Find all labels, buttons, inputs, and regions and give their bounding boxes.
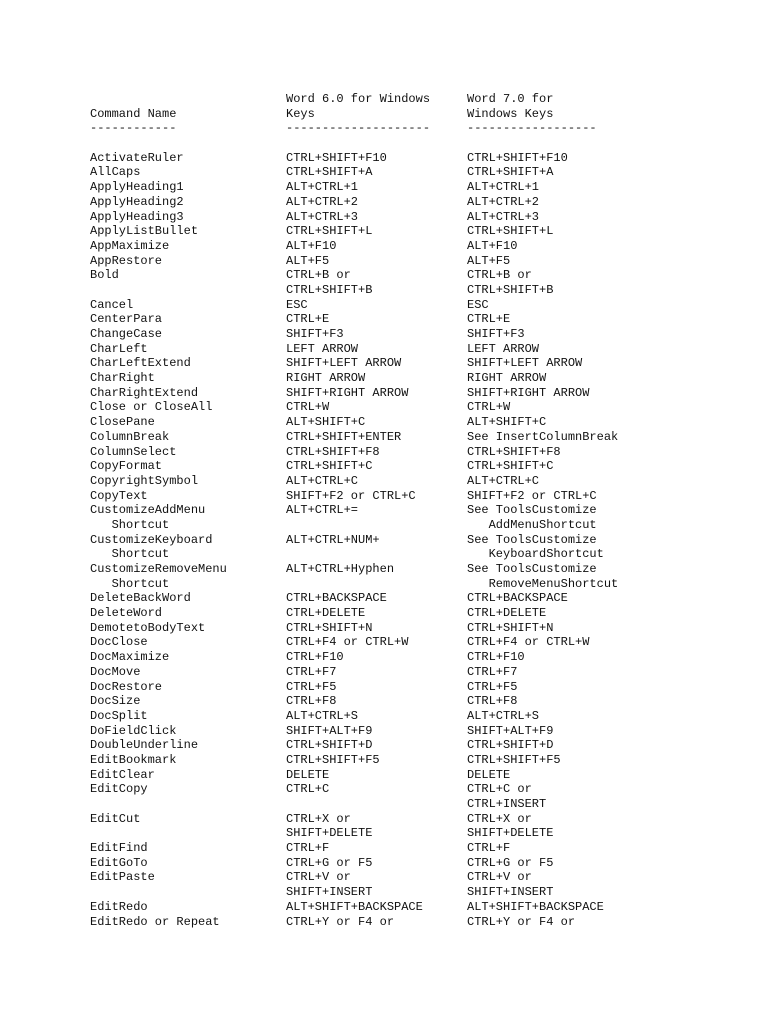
table-row bbox=[90, 489, 730, 504]
word7-keys-cell: CTRL+BACKSPACE bbox=[467, 591, 568, 606]
word6-keys-cell: CTRL+E bbox=[286, 312, 330, 327]
word6-keys-cell: RIGHT ARROW bbox=[286, 371, 366, 386]
word6-keys-cell: ALT+CTRL+NUM+ bbox=[286, 532, 380, 547]
word7-keys-cell: CTRL+SHIFT+L bbox=[467, 224, 554, 239]
word6-keys-cell: Keys bbox=[286, 106, 315, 121]
table-row bbox=[90, 283, 730, 298]
shortcut-table bbox=[90, 92, 730, 929]
command-name-cell: DeleteBackWord bbox=[90, 591, 191, 606]
word6-keys-cell: SHIFT+INSERT bbox=[286, 885, 373, 900]
table-row bbox=[90, 826, 730, 841]
word6-keys-cell: CTRL+V or bbox=[286, 870, 351, 885]
word7-keys-cell: CTRL+E bbox=[467, 312, 511, 327]
table-row bbox=[90, 635, 730, 650]
word7-keys-cell: SHIFT+F3 bbox=[467, 327, 525, 341]
word7-keys-cell: RemoveMenuShortcut bbox=[467, 576, 619, 591]
table-row bbox=[90, 430, 730, 445]
table-header bbox=[90, 92, 730, 136]
command-name-cell: ApplyHeading2 bbox=[90, 194, 184, 209]
table-row bbox=[90, 371, 730, 386]
command-name-cell: Bold bbox=[90, 268, 119, 283]
word6-keys-cell: ALT+F5 bbox=[286, 253, 330, 268]
word7-keys-cell: ALT+SHIFT+C bbox=[467, 415, 547, 430]
table-row bbox=[90, 210, 730, 225]
word6-keys-cell: ALT+CTRL+Hyphen bbox=[286, 562, 395, 576]
table-row bbox=[90, 459, 730, 474]
word6-keys-cell: LEFT ARROW bbox=[286, 341, 359, 356]
command-name-cell: ApplyHeading1 bbox=[90, 180, 184, 195]
table-body bbox=[90, 136, 730, 929]
table-row bbox=[90, 195, 730, 210]
command-name-cell: CharRightExtend bbox=[90, 385, 199, 400]
word6-keys-cell: ALT+CTRL+1 bbox=[286, 180, 359, 195]
table-row bbox=[90, 254, 730, 269]
word7-keys-cell: SHIFT+ALT+F9 bbox=[467, 723, 554, 738]
table-row bbox=[90, 503, 730, 518]
command-name-cell: EditClear bbox=[90, 767, 155, 782]
command-name-cell: CharLeftExtend bbox=[90, 356, 191, 371]
word7-keys-cell: SHIFT+F2 or CTRL+C bbox=[467, 488, 597, 503]
command-name-cell: EditGoTo bbox=[90, 855, 148, 870]
word7-keys-cell: CTRL+SHIFT+F10 bbox=[467, 150, 568, 165]
command-name-cell: AllCaps bbox=[90, 165, 141, 180]
command-name-cell: CharRight bbox=[90, 371, 155, 386]
word6-keys-cell: Word 6.0 for Windows bbox=[286, 92, 431, 106]
table-row bbox=[90, 445, 730, 460]
word6-keys-cell: CTRL+C bbox=[286, 782, 330, 797]
word6-keys-cell: CTRL+SHIFT+L bbox=[286, 224, 373, 239]
word6-keys-cell: CTRL+B or bbox=[286, 268, 351, 283]
word7-keys-cell: CTRL+SHIFT+F8 bbox=[467, 444, 561, 459]
table-row bbox=[90, 680, 730, 695]
word6-keys-cell: CTRL+F5 bbox=[286, 679, 337, 694]
table-row bbox=[90, 812, 730, 827]
word7-keys-cell: CTRL+F8 bbox=[467, 694, 518, 709]
table-row bbox=[90, 694, 730, 709]
command-name-cell: ChangeCase bbox=[90, 327, 163, 341]
table-row bbox=[90, 606, 730, 621]
command-name-cell: EditFind bbox=[90, 841, 148, 856]
word7-keys-cell: CTRL+SHIFT+N bbox=[467, 620, 554, 635]
word7-keys-cell: AddMenuShortcut bbox=[467, 517, 597, 532]
word7-keys-cell: CTRL+W bbox=[467, 400, 511, 415]
table-row bbox=[90, 151, 730, 166]
word7-keys-cell: CTRL+Y or F4 or bbox=[467, 914, 576, 929]
command-name-cell: ApplyHeading3 bbox=[90, 209, 184, 224]
command-name-cell: CenterPara bbox=[90, 312, 163, 327]
table-row bbox=[90, 768, 730, 783]
word7-keys-cell: See InsertColumnBreak bbox=[467, 429, 619, 444]
command-name-cell: DoubleUnderline bbox=[90, 738, 199, 753]
word6-keys-cell: SHIFT+RIGHT ARROW bbox=[286, 385, 409, 400]
word7-keys-cell: ALT+CTRL+2 bbox=[467, 194, 540, 209]
word6-keys-cell: CTRL+DELETE bbox=[286, 606, 366, 621]
word7-keys-cell: ALT+CTRL+1 bbox=[467, 180, 540, 195]
word7-keys-cell: CTRL+V or bbox=[467, 870, 532, 885]
table-row bbox=[90, 562, 730, 577]
command-name-cell: DemotetoBodyText bbox=[90, 620, 206, 635]
word6-keys-cell: CTRL+SHIFT+F10 bbox=[286, 150, 387, 165]
word7-keys-cell: CTRL+SHIFT+B bbox=[467, 282, 554, 297]
word6-keys-cell: CTRL+F7 bbox=[286, 664, 337, 679]
word7-keys-cell: LEFT ARROW bbox=[467, 341, 540, 356]
word7-keys-cell: DELETE bbox=[467, 767, 511, 782]
table-row bbox=[90, 239, 730, 254]
command-name-cell: AppRestore bbox=[90, 253, 163, 268]
word6-keys-cell: ESC bbox=[286, 297, 308, 312]
word6-keys-cell: CTRL+SHIFT+D bbox=[286, 738, 373, 753]
word6-keys-cell: CTRL+SHIFT+B bbox=[286, 282, 373, 297]
word7-keys-cell: Word 7.0 for bbox=[467, 92, 554, 106]
command-name-cell: EditRedo or Repeat bbox=[90, 914, 220, 929]
table-row bbox=[90, 591, 730, 606]
word6-keys-cell: SHIFT+F2 or CTRL+C bbox=[286, 488, 416, 503]
table-row bbox=[90, 577, 730, 592]
table-row bbox=[90, 870, 730, 885]
table-row bbox=[90, 547, 730, 562]
command-name-cell: Command Name bbox=[90, 106, 177, 121]
table-row bbox=[90, 136, 730, 151]
word7-keys-cell: CTRL+X or bbox=[467, 811, 532, 826]
command-name-cell: EditCut bbox=[90, 811, 141, 826]
word7-keys-cell: CTRL+F10 bbox=[467, 650, 525, 665]
word6-keys-cell: ALT+CTRL+= bbox=[286, 503, 359, 518]
header-row bbox=[90, 121, 730, 136]
word7-keys-cell: CTRL+SHIFT+D bbox=[467, 738, 554, 753]
word7-keys-cell: KeyboardShortcut bbox=[467, 547, 604, 562]
word7-keys-cell: CTRL+SHIFT+A bbox=[467, 165, 554, 180]
word7-keys-cell: ------------------ bbox=[467, 121, 597, 136]
table-row bbox=[90, 665, 730, 680]
command-name-cell: CopyrightSymbol bbox=[90, 473, 199, 488]
table-row bbox=[90, 533, 730, 548]
word7-keys-cell: ALT+F10 bbox=[467, 238, 518, 253]
table-row bbox=[90, 782, 730, 797]
word6-keys-cell: ALT+SHIFT+C bbox=[286, 415, 366, 430]
word6-keys-cell: CTRL+W bbox=[286, 400, 330, 415]
table-row bbox=[90, 856, 730, 871]
table-row bbox=[90, 885, 730, 900]
table-row bbox=[90, 165, 730, 180]
word6-keys-cell: -------------------- bbox=[286, 121, 431, 136]
command-name-cell: DocMaximize bbox=[90, 650, 170, 665]
table-row bbox=[90, 342, 730, 357]
table-row bbox=[90, 738, 730, 753]
command-name-cell: DeleteWord bbox=[90, 606, 163, 621]
table-row bbox=[90, 298, 730, 313]
word7-keys-cell: SHIFT+DELETE bbox=[467, 826, 554, 841]
word6-keys-cell: SHIFT+DELETE bbox=[286, 826, 373, 841]
word7-keys-cell: See ToolsCustomize bbox=[467, 562, 597, 576]
command-name-cell: ClosePane bbox=[90, 415, 155, 430]
word7-keys-cell: CTRL+F bbox=[467, 841, 511, 856]
word6-keys-cell: CTRL+SHIFT+ENTER bbox=[286, 429, 402, 444]
word6-keys-cell: DELETE bbox=[286, 767, 330, 782]
word7-keys-cell: CTRL+INSERT bbox=[467, 797, 547, 811]
word7-keys-cell: ALT+CTRL+3 bbox=[467, 209, 540, 224]
word6-keys-cell: ALT+CTRL+3 bbox=[286, 209, 359, 224]
command-name-cell: CustomizeAddMenu bbox=[90, 503, 206, 518]
word7-keys-cell: SHIFT+INSERT bbox=[467, 885, 554, 900]
header-row bbox=[90, 107, 730, 122]
word6-keys-cell: CTRL+F4 or CTRL+W bbox=[286, 635, 409, 650]
word7-keys-cell: CTRL+SHIFT+F5 bbox=[467, 752, 561, 767]
word6-keys-cell: CTRL+Y or F4 or bbox=[286, 914, 395, 929]
word6-keys-cell: CTRL+X or bbox=[286, 811, 351, 826]
word7-keys-cell: ALT+CTRL+S bbox=[467, 708, 540, 723]
word6-keys-cell: CTRL+F bbox=[286, 841, 330, 856]
header-row bbox=[90, 92, 730, 107]
command-name-cell: Close or CloseAll bbox=[90, 400, 213, 415]
word6-keys-cell: CTRL+SHIFT+F5 bbox=[286, 752, 380, 767]
word6-keys-cell: CTRL+SHIFT+A bbox=[286, 165, 373, 180]
table-row bbox=[90, 356, 730, 371]
word6-keys-cell: SHIFT+LEFT ARROW bbox=[286, 356, 402, 371]
command-name-cell: DocMove bbox=[90, 664, 141, 679]
word7-keys-cell: ALT+F5 bbox=[467, 253, 511, 268]
command-name-cell: DocRestore bbox=[90, 679, 163, 694]
word6-keys-cell: CTRL+SHIFT+C bbox=[286, 459, 373, 474]
table-row bbox=[90, 900, 730, 915]
table-row bbox=[90, 224, 730, 239]
command-name-cell: DoFieldClick bbox=[90, 723, 177, 738]
command-name-cell: EditBookmark bbox=[90, 752, 177, 767]
command-name-cell: CopyText bbox=[90, 488, 148, 503]
table-row bbox=[90, 386, 730, 401]
command-name-cell: CopyFormat bbox=[90, 459, 163, 474]
word6-keys-cell: CTRL+F10 bbox=[286, 650, 344, 665]
word7-keys-cell: Windows Keys bbox=[467, 106, 554, 121]
table-row bbox=[90, 400, 730, 415]
word6-keys-cell: ALT+CTRL+S bbox=[286, 708, 359, 723]
word7-keys-cell: CTRL+DELETE bbox=[467, 606, 547, 621]
command-name-cell: ColumnSelect bbox=[90, 444, 177, 459]
table-row bbox=[90, 841, 730, 856]
table-row bbox=[90, 518, 730, 533]
word6-keys-cell: CTRL+SHIFT+F8 bbox=[286, 444, 380, 459]
word7-keys-cell: ALT+SHIFT+BACKSPACE bbox=[467, 899, 604, 914]
word7-keys-cell: SHIFT+LEFT ARROW bbox=[467, 356, 583, 371]
command-name-cell: CustomizeKeyboard bbox=[90, 532, 213, 547]
table-row bbox=[90, 312, 730, 327]
word7-keys-cell: See ToolsCustomize bbox=[467, 503, 597, 518]
command-name-cell: Shortcut bbox=[90, 547, 170, 562]
command-name-cell: DocSplit bbox=[90, 708, 148, 723]
command-name-cell: EditRedo bbox=[90, 899, 148, 914]
word7-keys-cell: CTRL+C or bbox=[467, 782, 532, 797]
word6-keys-cell: ALT+CTRL+2 bbox=[286, 194, 359, 209]
command-name-cell: Cancel bbox=[90, 297, 134, 312]
word7-keys-cell: CTRL+F7 bbox=[467, 664, 518, 679]
word7-keys-cell: ALT+CTRL+C bbox=[467, 473, 540, 488]
word6-keys-cell: SHIFT+ALT+F9 bbox=[286, 723, 373, 738]
command-name-cell: ------------ bbox=[90, 121, 177, 136]
word6-keys-cell: CTRL+F8 bbox=[286, 694, 337, 709]
command-name-cell: CharLeft bbox=[90, 341, 148, 356]
table-row bbox=[90, 268, 730, 283]
word7-keys-cell: CTRL+B or bbox=[467, 268, 532, 283]
word7-keys-cell: CTRL+F4 or CTRL+W bbox=[467, 635, 590, 650]
command-name-cell: AppMaximize bbox=[90, 238, 170, 253]
command-name-cell: ActivateRuler bbox=[90, 150, 184, 165]
table-row bbox=[90, 797, 730, 812]
table-row bbox=[90, 709, 730, 724]
table-row bbox=[90, 621, 730, 636]
word6-keys-cell: ALT+CTRL+C bbox=[286, 473, 359, 488]
word7-keys-cell: CTRL+G or F5 bbox=[467, 855, 554, 870]
command-name-cell: EditCopy bbox=[90, 782, 148, 797]
command-name-cell: DocClose bbox=[90, 635, 148, 650]
word6-keys-cell: CTRL+SHIFT+N bbox=[286, 620, 373, 635]
command-name-cell: ApplyListBullet bbox=[90, 224, 199, 239]
command-name-cell: CustomizeRemoveMenu bbox=[90, 562, 227, 576]
table-row bbox=[90, 650, 730, 665]
word7-keys-cell: CTRL+SHIFT+C bbox=[467, 459, 554, 474]
word7-keys-cell: See ToolsCustomize bbox=[467, 532, 597, 547]
word7-keys-cell: RIGHT ARROW bbox=[467, 371, 547, 386]
command-name-cell: DocSize bbox=[90, 694, 141, 709]
command-name-cell: ColumnBreak bbox=[90, 429, 170, 444]
table-row bbox=[90, 180, 730, 195]
word7-keys-cell: SHIFT+RIGHT ARROW bbox=[467, 385, 590, 400]
table-row bbox=[90, 415, 730, 430]
word6-keys-cell: CTRL+G or F5 bbox=[286, 855, 373, 870]
word7-keys-cell: ESC bbox=[467, 297, 489, 312]
word7-keys-cell: CTRL+F5 bbox=[467, 679, 518, 694]
table-row bbox=[90, 327, 730, 342]
table-row bbox=[90, 474, 730, 489]
command-name-cell: Shortcut bbox=[90, 517, 170, 532]
word6-keys-cell: CTRL+BACKSPACE bbox=[286, 591, 387, 606]
command-name-cell: Shortcut bbox=[90, 576, 170, 591]
table-row bbox=[90, 915, 730, 930]
command-name-cell: EditPaste bbox=[90, 870, 155, 885]
word6-keys-cell: ALT+F10 bbox=[286, 238, 337, 253]
table-row bbox=[90, 724, 730, 739]
word6-keys-cell: SHIFT+F3 bbox=[286, 327, 344, 341]
table-row bbox=[90, 753, 730, 768]
word6-keys-cell: ALT+SHIFT+BACKSPACE bbox=[286, 899, 423, 914]
